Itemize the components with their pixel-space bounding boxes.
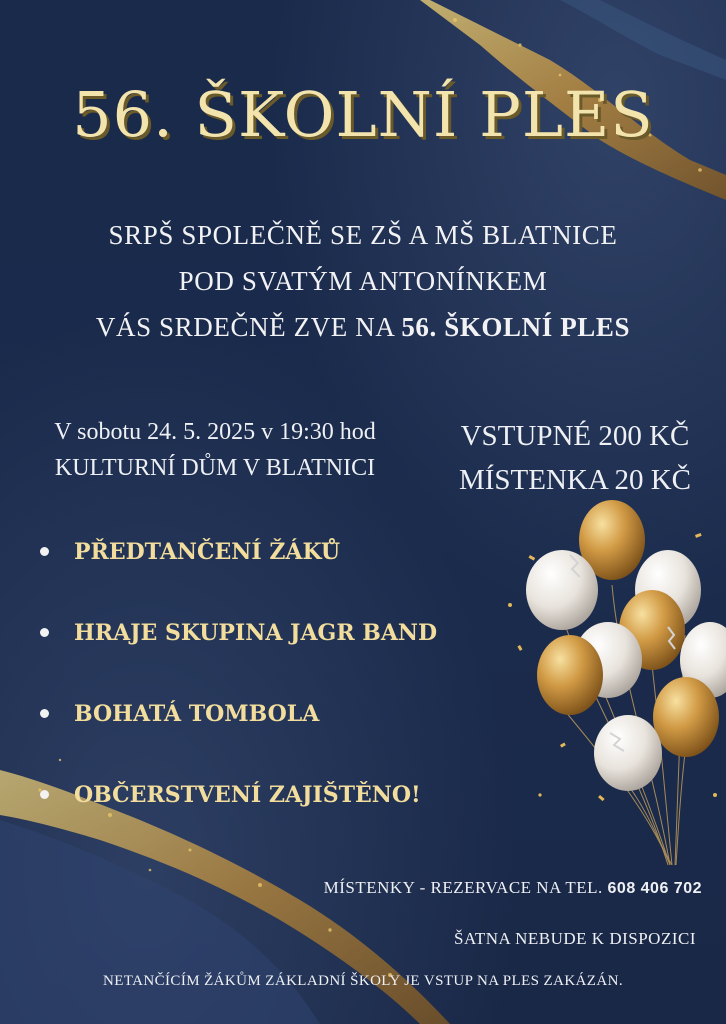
bullet-icon [40,628,49,637]
program-item-label: HRAJE SKUPINA JAGR BAND [74,620,438,646]
event-venue: KULTURNÍ DŮM V BLATNICI [54,455,376,481]
program-list [38,530,518,854]
invitation-line-2: POD SVATÝM ANTONÍNKEM [178,266,548,296]
invitation-line-3-bold: 56. ŠKOLNÍ PLES [401,312,631,342]
program-item-label: OBČERSTVENÍ ZAJIŠTĚNO! [74,782,421,808]
seat-price: MÍSTENKA 20 KČ [458,464,691,496]
balloons-icon [500,495,726,875]
reservation-phone: 608 406 702 [607,880,702,897]
cloakroom-notice: ŠATNA NEBUDE K DISPOZICI [454,929,696,948]
program-item [38,530,518,611]
poster-title: 56. ŠKOLNÍ PLES [72,78,654,151]
program-item [38,773,518,854]
ticket-prices [440,414,710,502]
event-details [30,414,400,486]
program-item-label: BOHATÁ TOMBOLA [74,701,320,727]
reservation-label: MÍSTENKY - REZERVACE NA TEL. [323,878,603,897]
entry-restriction-notice: NETANČÍCÍM ŽÁKŮM ZÁKLADNÍ ŠKOLY JE VSTUP NA PLES ZAKÁZÁN. [103,973,623,989]
bullet-icon [40,709,49,718]
program-item [38,692,518,773]
invitation-line-3-prefix: VÁS SRDEČNĚ ZVE NA [95,312,394,342]
invitation-line-1: SRPŠ SPOLEČNĚ SE ZŠ A MŠ BLATNICE [108,220,618,250]
program-item-label: PŘEDTANČENÍ ŽÁKŮ [74,539,341,565]
invitation-text [0,212,726,350]
entry-price: VSTUPNÉ 200 KČ [460,420,690,452]
program-item [38,611,518,692]
bullet-icon [40,547,49,556]
invitation-line-3 [0,304,726,350]
reservation-info [324,878,702,898]
event-date-time: V sobotu 24. 5. 2025 v 19:30 hod [54,419,376,445]
bullet-icon [40,790,49,799]
